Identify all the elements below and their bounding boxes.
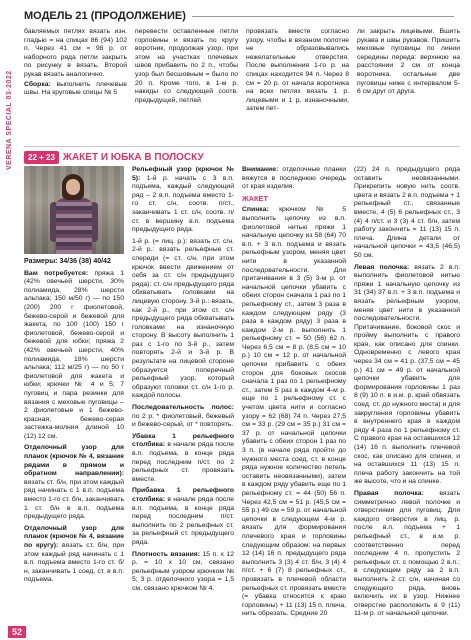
left-front-heading: Левая полочка: <box>354 263 410 271</box>
density-paragraph <box>132 551 234 594</box>
instructions-body <box>24 166 460 628</box>
pattern-round-paragraph <box>24 525 124 585</box>
right-front-text: вязать симметрично левой полочке и отверстиями для пуговиц. Для каждого отверстия в лиц. р. после в.п. подъема + 1 рельефный ст., в и.м. р. соответственно перед последним 4 п. пропустить 2 рельефных ст. с помощью 2 в.п.; в следующем ряду за 2 в.п. выполнить 2 ст. с/н, начиная со следующего ряда, вновь включить их в узор. Нижнее отверстие расположить в 9 (11) 11-м р. от начальной цепочки. <box>354 489 460 618</box>
jacket-heading: ЖАКЕТ <box>242 193 268 203</box>
materials-heading: Вам потребуется: <box>24 269 89 277</box>
instructions-column-2 <box>132 166 234 597</box>
pattern-rows-paragraph <box>24 444 124 521</box>
instructions-column-1 <box>24 258 124 588</box>
pattern-round-heading: Отделочный узор для планок (крючок № 4, вязание по кругу): <box>24 524 124 549</box>
back-continued-paragraph: (22) 24 п. предыдущего ряда оставить неовязанными. Прикрепить новую нить соотв. цвета и вязать 2 в.п. подъема + 1 рельефный ст., связанные вместе, 4 (5) 6 рельефных ст., 3 (4) 4 п/ст. и 3 (3) 4 ст. б/н, затем работу закончить = 11 (13) 15 п. плеча. Длина детали от начальной цепочки = 43,5 (46,5) 50 см. <box>354 166 460 259</box>
instructions-column-3 <box>242 166 346 622</box>
materials-paragraph <box>24 270 124 442</box>
magazine-spine-label: VERENA SPECIAL 03-2022 <box>6 70 13 170</box>
model-number-badge: 22 + 23 <box>24 151 59 164</box>
relief-paragraph <box>132 166 234 235</box>
paragraph: провязать вместе согласно узору, чтобы в вязаном полотне не образовывались нежелательные отверстия. После выполнения 1-го р. на спицах находится 94 п. Через 8 см = 20 р. от начала воротника на всех петлях вязать 1 р. лицевыми и 1 р. изнаночными, затем пет- <box>246 28 349 113</box>
attention-paragraph <box>242 166 346 192</box>
increase-heading: Прибавка 1 рельефного столбика: <box>132 487 234 503</box>
materials-text: пряжа 1 (42% овечьей шерсти, 30% полиамида, 28% шерсти альпака; 150 м/50 г) — по 150 (200) 200 г фиолетовой, бежево-серой и бежевой для жакета, по 100 (100) 150 г фиолетовой, бежево-серой и бежевой для юбки; пряжа 2 (42% овечьей шерсти, 40% полиамида, 18% шерсти альпака; 112 м/25 г) — по 50 г фиолетовой для жакета и юбки; крючки № 4 и 5; 7 пуговиц и пара резинки для вязания с меховые пуговицы – 2 фиолетовые и 1 бежево-красная; бежево-серая застежка-молния длиной 10 (12) 12 см. <box>24 269 125 440</box>
increase-paragraph <box>132 487 234 547</box>
continued-text-columns <box>24 28 460 158</box>
decrease-text: в начале ряда после в.п. подъема, в конце ряда перед последним п/ст. по 2 рельефных ст. провязать вместе. <box>132 441 234 483</box>
back-paragraph <box>242 206 346 619</box>
paragraph: ли закрыть лицевыми. Вшить рукава и швы рукавов. Пришить меховые пуговицы по линии середины переда: верхнюю на расстоянии 2 см от конца воротника, остальные две пуговицы ниже с интервалом 5-6 см друг от друга. <box>357 28 460 96</box>
increase-text: в начале ряда после в.п. подъема, в конце ряда перед последним п/ст. выполнить по 2 рельефных ст. за рельефный ст. предыдущего ряда. <box>132 495 234 546</box>
text-column-4 <box>357 28 460 158</box>
instructions-column-4 <box>354 166 460 622</box>
pattern-rows-text: вязать ст. б/н, при этом каждый ряд начинать с 1 в.п. подъема вместо 1-го ст. б/н, заканчивать 1 ст. б/н в в.п. подъема предыдущего ряда. <box>24 478 124 521</box>
model-photo <box>24 166 124 254</box>
page-footer <box>0 626 471 640</box>
back-text: крючком № 5 выполнить цепочку из в.п. фиолетовой нитью пряжи 1 начальную цепочку из 58 (64) 70 в.п. + 3 в.п. подъема и вязать рельефным узором, меняя цвет нити в указанной последовательности. Для притачивания в 3 (5) 3-м р. от начальной цепочки убавить с обеих сторон сначала 1 раз по 1 рельефному ст., затем 3 раза в каждом следующем ряду (3 раза в каждом ряду) 3 раза в каждом 2-м р. выполнить 1 рельефному ст. = 50 (56) 62 п. Через 6,5 см = 8 р. (8,5 см = 10 р.) 10 см = 12 р. от начальной цепочки прибавить с обеих сторон для боковых скосов сначала 1 раз по 1 рельефному ст., затем 5 раз в каждом 4-м р. еще по 1 рельефному ст. с учетом цвета нити и согласно узору = 62 (68) 74 п. Через 27,5 см = 33 р. (29 см = 35 р.) 31 см = 37 р. от начальной цепочки убавить с обеих сторон 1 раз по 3 п. (в начале ряда пройти до нужного места соед. ст. в конце ряда нужное количество петель оставить неовязанными), затем в каждом ряду убавить еще по 1 рельефному ст. = 44 (50) 56 п. Через 42,5 см = 51 р. (45,5 см = 55 р.) 49 см = 59 р. от начальной цепочки в следующем 4-м р. вязать для формирования плечевого края и горловины следующим образом: на первых 12 (14) 16 п. предыдущего ряда выполнить 3 (3) 4 ст. б/н, 3 (4) 4 п/ст. + 6 (7) 8 рельефных ст., провязать в плечевой области рельефных ст. провязать вместе (= убавка относится к краю горловины) + 11 (13) 15 п. плеча, нить обрезать. Средние 20 <box>242 206 346 618</box>
photo-figure-face <box>66 179 80 195</box>
decrease-paragraph <box>132 433 234 485</box>
right-front-paragraph <box>354 490 460 619</box>
decrease-heading: Убавка 1 рельефного столбика: <box>132 432 234 449</box>
relief-heading: Рельефный узор (крючок № 5): <box>132 166 234 182</box>
density-text: 15 п. х 12 р. = 10 х 10 см, связано рельефным узором крючком № 5; 3 р. отделочного узора = 1,5 см, связано крючком № 4. <box>132 550 234 592</box>
sizes-line: Размеры: 34/36 (38) 40/42 <box>24 258 111 265</box>
back-heading: Спинка: <box>242 206 269 214</box>
stripes-heading: Последовательность полос: <box>132 404 234 412</box>
stripes-text: по 2 р. * фиолетовый, бежевый и бежево-серый, от * повторять. <box>132 412 234 429</box>
assembly-text: выполнить плечевые швы. На круговые спицы № 5 <box>24 80 127 97</box>
relief-text: 1-й р. начать с 3 в.п. подъема, каждый следующий ряд – 2 в.п. подъема вместо 1-го ст. с/н, соотв. п/ст., заканчивать 1 ст. с/н, соотв. п/ст. в вершину в.п. подъема предыдущего ряда. <box>132 174 234 234</box>
photo-figure-jacket <box>56 198 92 254</box>
stripes-paragraph <box>132 404 234 430</box>
section-title: ЖАКЕТ И ЮБКА В ПОЛОСКУ <box>62 151 204 163</box>
pattern-round-text: вязать ст. б/н, при этом каждый ряд начинать с 1 в.п. подъема вместо 1-го ст. б/н, заканчивать 1 соед. ст. в в.п. подъема. <box>24 542 124 584</box>
header-rule <box>192 16 454 17</box>
attention-text: отделочные планки вяжутся в последнюю очередь от края изделия. <box>242 166 346 191</box>
page-header <box>24 8 454 24</box>
right-front-heading: Правая полочка: <box>354 489 424 497</box>
assembly-heading: Сборка: <box>24 80 51 88</box>
text-column-1 <box>24 28 127 158</box>
left-front-paragraph <box>354 264 460 487</box>
paragraph <box>24 81 127 98</box>
left-front-text: вязать 2 в.п. выполнить фиолетовой нитью пряжи 1 начальную цепочку из 31 (34) 37 в.п. + 3 в.п. подъема и вязать рельефным узором, меняя цвет нити в указанной последовательности. Притачивание, боковой скос и пройму выполнить с правого края, как описано для спинки. Одновременно с левого края через 34 см = 41 р. (37,5 см = 45 р.) 41 см = 49 р. от начальной цепочки убавить для формирования горловины 1 раз 8 (9) 10 п. в и.м. р. край обвязать соед. ст. до нужного места) и для закругления горловины убавить в внутреннего края в каждом ряду 4 раза по 1 рельефному ст. С правого края на оставшихся 12 (14) 16 п. выполнить плечевой скос, как описано для спинки, и на оставшихся 11 (13) 15 п. плеча работу закончить на той же высоте, что и на спинке. <box>354 263 460 486</box>
density-heading: Плотность вязания: <box>132 550 200 558</box>
relief-rows-paragraph: 1-й р. (= лиц. р.): вязать ст. с/н. 2-й р.: вязать рельефные ст. спереди (= ст. с/н, при этом крючок ввести движением от себя за ст. с/н предыдущего ряда): ст. с/н предыдущего ряда обхватывать головками на лицевую сторону. 3-й р.: вязать, как 2-й р., при этом ст. с/н предыдущего ряда обхватывать головками на изнаночную сторону. В высоту выполнить 1 раз с 1-го по 3-й р., затем повторять 2-й и 3-й р. В результате на лицевой стороне образуется поперечный рельефный узор, который образуют головки ст. с/н 1-го р. каждой полосы. <box>132 237 234 400</box>
page-header-title: МОДЕЛЬ 21 (ПРОДОЛЖЕНИЕ) <box>24 10 186 22</box>
attention-heading: Внимание: <box>242 166 279 173</box>
text-column-3 <box>246 28 349 158</box>
text-column-2 <box>135 28 238 158</box>
page-number: 52 <box>8 626 26 638</box>
paragraph: перевести оставленные петли горловины и вязать по кругу воротник, продолжая узор, при этом на участках плечевых швов прибавить по 2 п., чтобы узор был бесшовным = было по 20 п. Кроме того, в 1-м р. накиды со следующей соотв. предыдущей, петлей <box>135 28 238 104</box>
section-title-bar <box>24 146 460 165</box>
pattern-rows-heading: Отделочный узор для планок (крючок № 4, вязание рядами в прямом и обратном направлении): <box>24 444 124 478</box>
paragraph: бавляемых петлях вязать изн. гладью = на спицах 86 (94) 102 п. Через 41 см = 98 р. от наборного ряда петли закрыть по рисунку в вязать. Второй рукав вязать аналогично. <box>24 28 127 78</box>
